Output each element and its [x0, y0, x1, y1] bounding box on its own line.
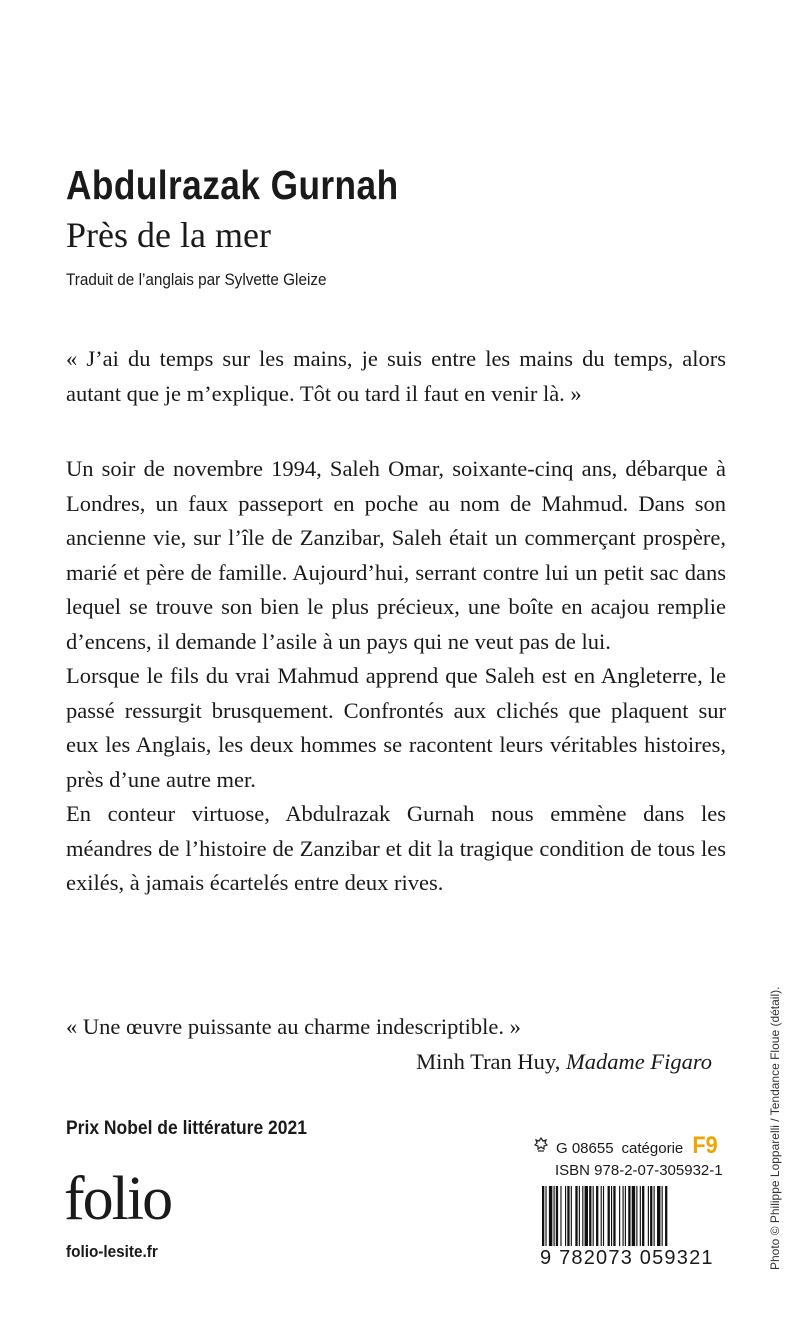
catalog-code: G 08655: [556, 1140, 614, 1157]
press-critic: Minh Tran Huy,: [416, 1048, 561, 1074]
blurb-paragraph-1: Un soir de novembre 1994, Saleh Omar, soixante-cinq ans, débarque à Londres, un faux passeport en poche au nom de Mahmud. Dans son ancienne vie, sur l’île de Zanzibar, Saleh était un commerçant prospère, marié et père de famille. Aujourd’hui, serrant contre lui un petit sac dans lequel se trouve son bien le plus précieux, une boîte en acajou remplie d’encens, il demande l’asile à un pays qui ne veut pas de lui.: [66, 456, 726, 654]
press-quote: « Une œuvre puissante au charme indescriptible. »: [66, 1014, 521, 1039]
publisher-emblem-icon: [534, 1137, 548, 1153]
photo-credit: Photo © Philippe Lopparelli / Tendance Floue (détail).: [768, 986, 782, 1270]
epigraph: « J’ai du temps sur les mains, je suis entre les mains du temps, alors autant que je m’explique. Tôt ou tard il faut en venir là. »: [66, 346, 726, 406]
author-name: Abdulrazak Gurnah: [66, 162, 399, 208]
publisher-website: folio-lesite.fr: [66, 1242, 158, 1261]
barcode-digits: 9 782073 059321: [540, 1246, 716, 1270]
translator-credit: Traduit de l’anglais par Sylvette Gleize: [66, 270, 327, 289]
category-code: F9: [692, 1132, 718, 1159]
category-label: catégorie: [621, 1140, 684, 1157]
epigraph-block: [66, 342, 726, 411]
folio-logo: folio: [64, 1165, 172, 1233]
book-title: Près de la mer: [66, 215, 271, 255]
blurb-block: [66, 452, 726, 901]
press-publication: Madame Figaro: [565, 1048, 712, 1074]
isbn: ISBN 978-2-07-305932-1: [555, 1162, 723, 1179]
blurb-paragraph-3: En conteur virtuose, Abdulrazak Gurnah nous emmène dans les méandres de l’histoire de Zanzibar et dit la tragique condition de tous les exilés, à jamais écartelés entre deux rives.: [66, 801, 726, 895]
catalog-row: [534, 1132, 719, 1160]
press-attribution: [66, 1045, 726, 1080]
blurb-paragraph-2: Lorsque le fils du vrai Mahmud apprend que Saleh est en Angleterre, le passé ressurgit brusquement. Confrontés aux clichés que plaquent sur eux les Anglais, les deux hommes se racontent leurs véritables histoires, près d’une autre mer.: [66, 663, 726, 792]
prize-label: Prix Nobel de littérature 2021: [66, 1118, 307, 1139]
press-block: [66, 1010, 726, 1079]
